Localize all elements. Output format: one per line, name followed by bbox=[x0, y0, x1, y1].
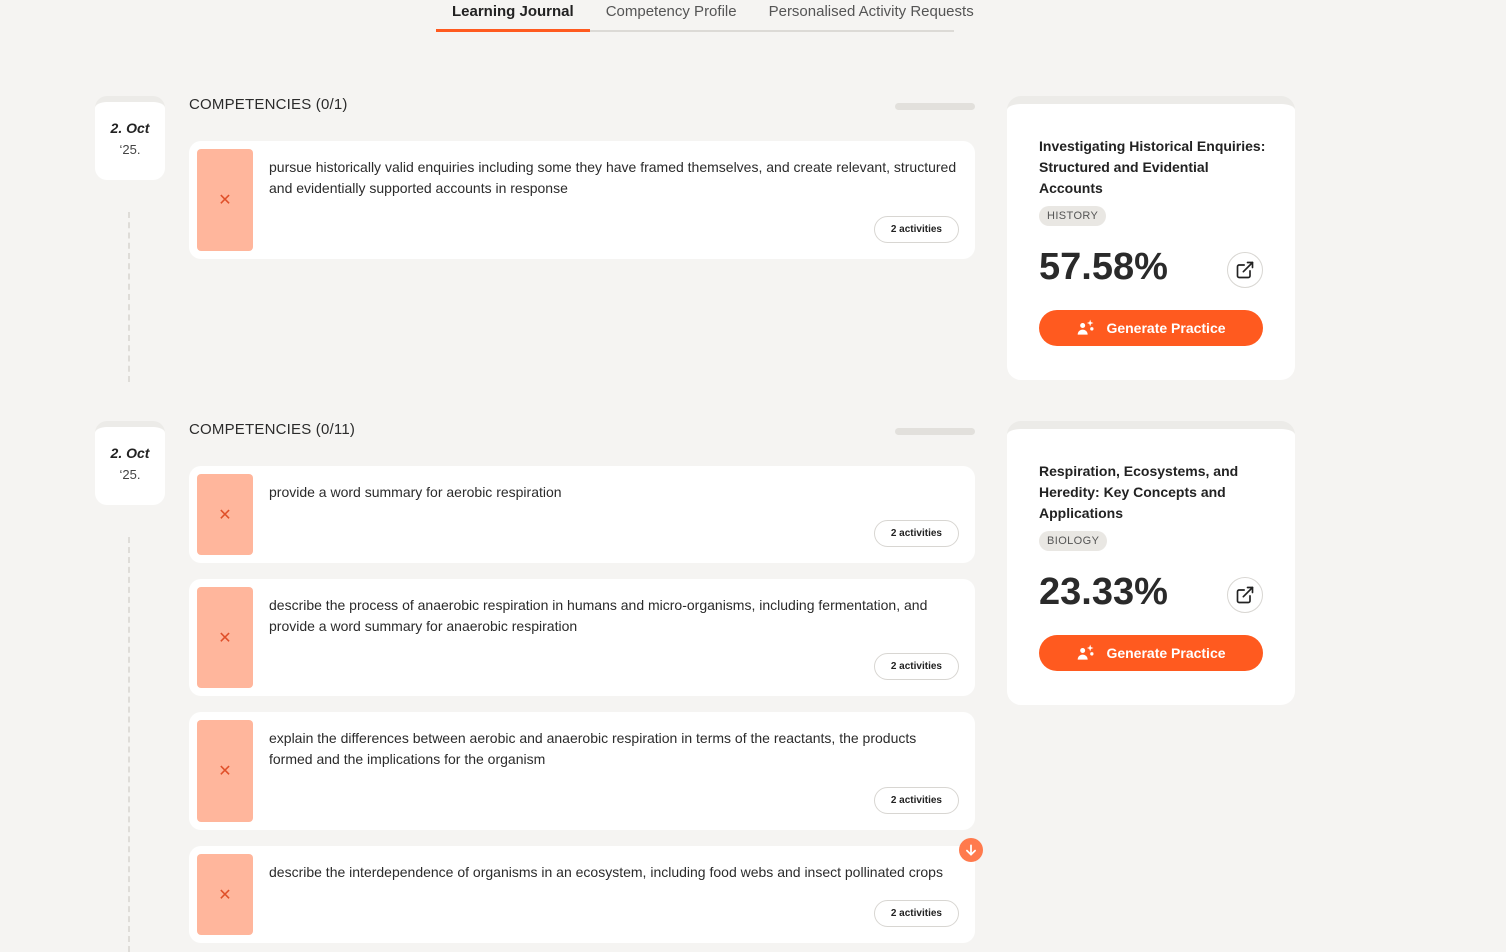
external-link-button[interactable] bbox=[1227, 577, 1263, 613]
generate-practice-label: Generate Practice bbox=[1106, 320, 1226, 336]
entry-date-year: ‘25. bbox=[119, 467, 141, 482]
close-icon: ✕ bbox=[197, 854, 253, 935]
tab-bar bbox=[436, 0, 974, 32]
lesson-title: Respiration, Ecosystems, and Heredity: Key Concepts and Applications bbox=[1039, 463, 1239, 521]
lesson-title: Investigating Historical Enquiries: Structured and Evidential Accounts bbox=[1039, 138, 1266, 196]
competencies-header: COMPETENCIES (0/1) bbox=[189, 96, 348, 113]
timeline-line bbox=[128, 212, 130, 382]
competency-progress-bar bbox=[895, 103, 975, 110]
activities-button[interactable]: 2 activities bbox=[874, 520, 959, 547]
activities-button[interactable]: 2 activities bbox=[874, 216, 959, 243]
score-percent: 23.33% bbox=[1039, 571, 1168, 613]
entry-date-badge bbox=[95, 96, 165, 180]
lesson-summary-card bbox=[1007, 96, 1295, 380]
external-link-icon bbox=[1235, 585, 1255, 605]
competency-text: describe the process of anaerobic respiration in humans and micro-organisms, including fermentation, and provide a word summary for anaerobic respiration bbox=[269, 597, 928, 634]
subject-badge: HISTORY bbox=[1039, 206, 1106, 226]
external-link-icon bbox=[1235, 260, 1255, 280]
lesson-summary-card bbox=[1007, 421, 1295, 705]
close-icon: ✕ bbox=[197, 149, 253, 251]
competencies-header: COMPETENCIES (0/11) bbox=[189, 421, 356, 438]
tab-learning-journal[interactable]: Learning Journal bbox=[436, 0, 590, 32]
score-percent: 57.58% bbox=[1039, 246, 1168, 288]
sparkle-people-icon bbox=[1076, 318, 1096, 338]
entry-date-day: 2. Oct bbox=[110, 445, 150, 461]
competency-card[interactable] bbox=[189, 579, 975, 696]
subject-badge: BIOLOGY bbox=[1039, 531, 1107, 551]
timeline-line bbox=[128, 537, 130, 952]
competency-card[interactable] bbox=[189, 846, 975, 943]
scroll-down-button[interactable] bbox=[959, 838, 983, 862]
activities-button[interactable]: 2 activities bbox=[874, 787, 959, 814]
competency-text: pursue historically valid enquiries including some they have framed themselves, and create relevant, structured and evidentially supported accounts in response bbox=[269, 159, 957, 196]
activities-button[interactable]: 2 activities bbox=[874, 900, 959, 927]
sparkle-people-icon bbox=[1076, 643, 1096, 663]
competency-text: explain the differences between aerobic and anaerobic respiration in terms of the reactants, the products formed and the implications for the organism bbox=[269, 730, 917, 767]
competency-text: describe the interdependence of organisms in an ecosystem, including food webs and insect pollinated crops bbox=[269, 864, 943, 880]
competency-progress-bar bbox=[895, 428, 975, 435]
competency-card[interactable] bbox=[189, 466, 975, 563]
generate-practice-button[interactable] bbox=[1039, 635, 1263, 671]
entry-date-badge bbox=[95, 421, 165, 505]
arrow-down-icon bbox=[964, 843, 978, 857]
tab-competency-profile[interactable]: Competency Profile bbox=[605, 3, 737, 20]
activities-button[interactable]: 2 activities bbox=[874, 653, 959, 680]
generate-practice-label: Generate Practice bbox=[1106, 645, 1226, 661]
close-icon: ✕ bbox=[197, 474, 253, 555]
close-icon: ✕ bbox=[197, 720, 253, 822]
generate-practice-button[interactable] bbox=[1039, 310, 1263, 346]
competency-card[interactable] bbox=[189, 712, 975, 830]
entry-date-day: 2. Oct bbox=[110, 120, 150, 136]
competency-card[interactable] bbox=[189, 141, 975, 259]
close-icon: ✕ bbox=[197, 587, 253, 688]
tab-personalised-activity-requests[interactable]: Personalised Activity Requests bbox=[768, 3, 974, 20]
external-link-button[interactable] bbox=[1227, 252, 1263, 288]
entry-date-year: ‘25. bbox=[119, 142, 141, 157]
competency-text: provide a word summary for aerobic respiration bbox=[269, 484, 562, 500]
